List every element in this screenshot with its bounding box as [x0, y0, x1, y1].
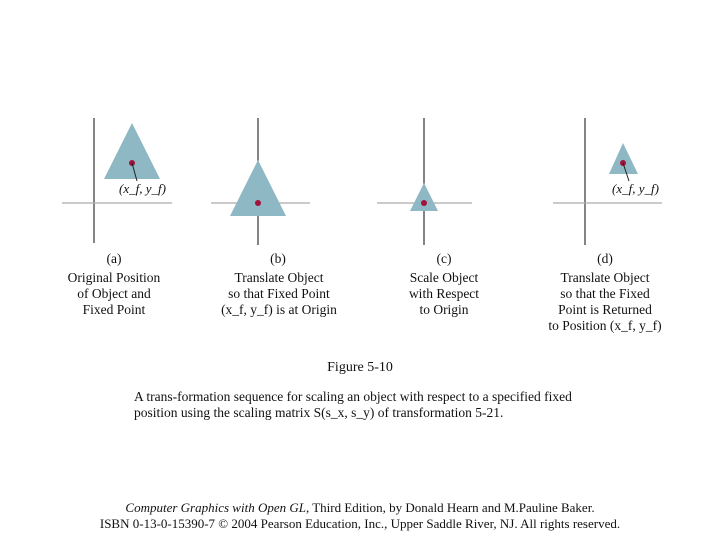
panel-c-triangle	[410, 183, 438, 211]
panel-a-triangle	[104, 123, 160, 179]
panel-c-caption	[364, 270, 524, 318]
panel-b-caption-line: Translate Object	[234, 270, 324, 285]
panel-c-caption-line: to Origin	[419, 302, 469, 317]
panel-a-point-label: (x_f, y_f)	[119, 181, 166, 196]
panel-d-caption-line: Point is Returned	[558, 302, 652, 317]
panel-c-graphic	[377, 118, 472, 245]
figure-description	[134, 389, 604, 421]
panel-c-fixed-point	[421, 200, 427, 206]
panel-a-caption	[34, 270, 194, 318]
panel-d-label: (d)	[597, 251, 613, 266]
panel-d-triangle	[609, 143, 638, 174]
footer-line-1	[0, 500, 720, 516]
panel-b-graphic	[211, 118, 310, 245]
figure-title: Figure 5-10	[327, 360, 393, 375]
transformation-diagram	[0, 0, 720, 260]
panel-d-caption-line: to Position (x_f, y_f)	[548, 318, 662, 333]
book-title: Computer Graphics with Open GL	[125, 500, 306, 515]
panel-c-caption-line: Scale Object	[409, 270, 479, 285]
panel-d-caption-line: so that the Fixed	[560, 286, 650, 301]
panel-b-triangle	[230, 160, 286, 216]
panel-b-caption-line: (x_f, y_f) is at Origin	[221, 302, 337, 317]
panel-a-caption-line: of Object and	[77, 286, 151, 301]
figure-description-line: A trans-formation sequence for scaling an object with respect to a specified fixed	[134, 389, 572, 404]
panel-c-label: (c)	[436, 251, 452, 266]
panel-b-fixed-point	[255, 200, 261, 206]
panel-b-caption-line: so that Fixed Point	[228, 286, 330, 301]
panel-c-caption-line: with Respect	[408, 286, 480, 301]
panel-b-caption	[199, 270, 359, 318]
panel-a-caption-line: Fixed Point	[82, 302, 146, 317]
panel-b-label: (b)	[270, 251, 286, 266]
footer-line-2: ISBN 0-13-0-15390-7 © 2004 Pearson Education, Inc., Upper Saddle River, NJ. All rights reserved.	[99, 516, 621, 531]
footer-line-1-rest: , Third Edition, by Donald Hearn and M.Pauline Baker.	[305, 500, 595, 515]
panel-d-caption-line: Translate Object	[560, 270, 650, 285]
panel-d-caption	[525, 270, 685, 334]
figure-description-line: position using the scaling matrix S(s_x, s_y) of transformation 5-21.	[134, 405, 504, 420]
panel-d-point-label: (x_f, y_f)	[612, 181, 659, 196]
footer-citation	[0, 500, 720, 532]
panel-a-caption-line: Original Position	[67, 270, 161, 285]
panel-a-label: (a)	[106, 251, 122, 266]
